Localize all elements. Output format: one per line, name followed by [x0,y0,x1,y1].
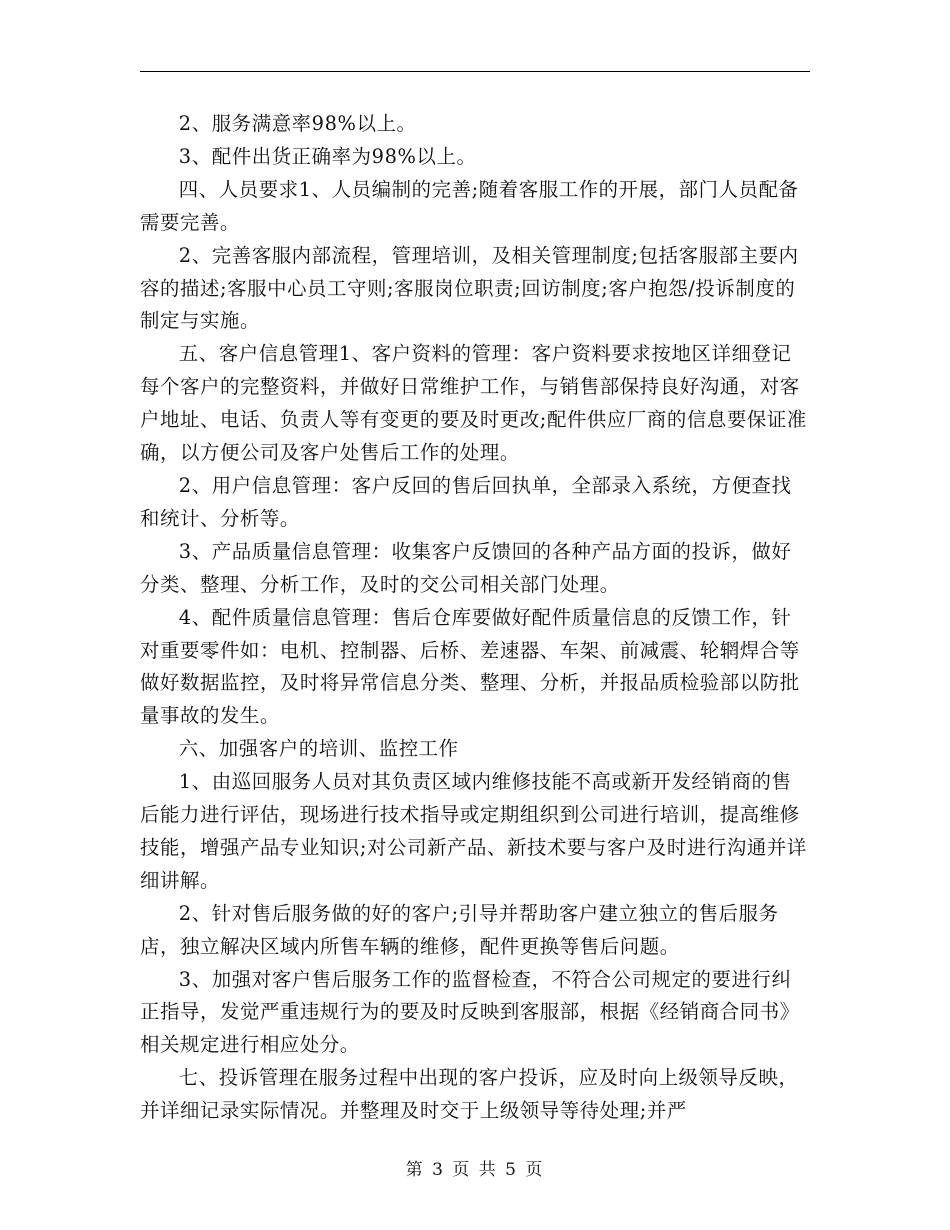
paragraph: 3、配件出货正确率为98%以上。 [178,144,477,168]
page-number: 第 3 页 共 5 页 [405,1160,545,1180]
paragraph: 1、由巡回服务人员对其负责区域内维修技能不高或新开发经销商的售后能力进行评估，现场进行技术指导或定期组织到公司进行培训，提高维修技能，增强产品专业知识;对公司新产品、新技术要与客户及时进行沟通并详细讲解。 [140,770,807,892]
paragraph: 2、针对售后服务做的好的客户;引导并帮助客户建立独立的售后服务店，独立解决区域内所售车辆的维修，配件更换等售后问题。 [140,901,779,958]
document-body [140,108,810,1128]
paragraph: 4、配件质量信息管理：售后仓库要做好配件质量信息的反馈工作，针对重要零件如：电机、控制器、后桥、差速器、车架、前减震、轮辋焊合等做好数据监控，及时将异常信息分类、整理、分析，并报品质检验部以防批量事故的发生。 [140,605,800,728]
header-rule [140,71,810,72]
paragraph: 五、客户信息管理1、客户资料的管理：客户资料要求按地区详细登记每个客户的完整资料，并做好日常维护工作，与销售部保持良好沟通，对客户地址、电话、负责人等有变更的要及时更改;配件供应厂商的信息要保证准确，以方便公司及客户处售后工作的处理。 [140,342,807,465]
paragraph: 3、产品质量信息管理：收集客户反馈回的各种产品方面的投诉，做好分类、整理、分析工作，及时的交公司相关部门处理。 [140,539,792,596]
paragraph: 2、服务满意率98%以上。 [178,112,417,135]
paragraph: 七、投诉管理在服务过程中出现的客户投诉，应及时向上级领导反映，并详细记录实际情况。并整理及时交于上级领导等待处理;并严 [140,1066,799,1123]
paragraph: 2、用户信息管理：客户反回的售后回执单，全部录入系统，方便查找和统计、分析等。 [140,473,792,530]
paragraph: 2、完善客服内部流程，管理培训，及相关管理制度;包括客服部主要内容的描述;客服中心员工守则;客服岗位职责;回访制度;客户抱怨/投诉制度的制定与实施。 [140,243,799,333]
paragraph: 六、加强客户的培训、监控工作 [178,737,459,761]
paragraph: 3、加强对客户售后服务工作的监督检查，不符合公司规定的要进行纠正指导，发觉严重违规行为的要及时反映到客服部，根据《经销商合同书》相关规定进行相应处分。 [140,967,800,1057]
paragraph: 四、人员要求1、人员编制的完善;随着客服工作的开展，部门人员配备需要完善。 [140,177,799,234]
